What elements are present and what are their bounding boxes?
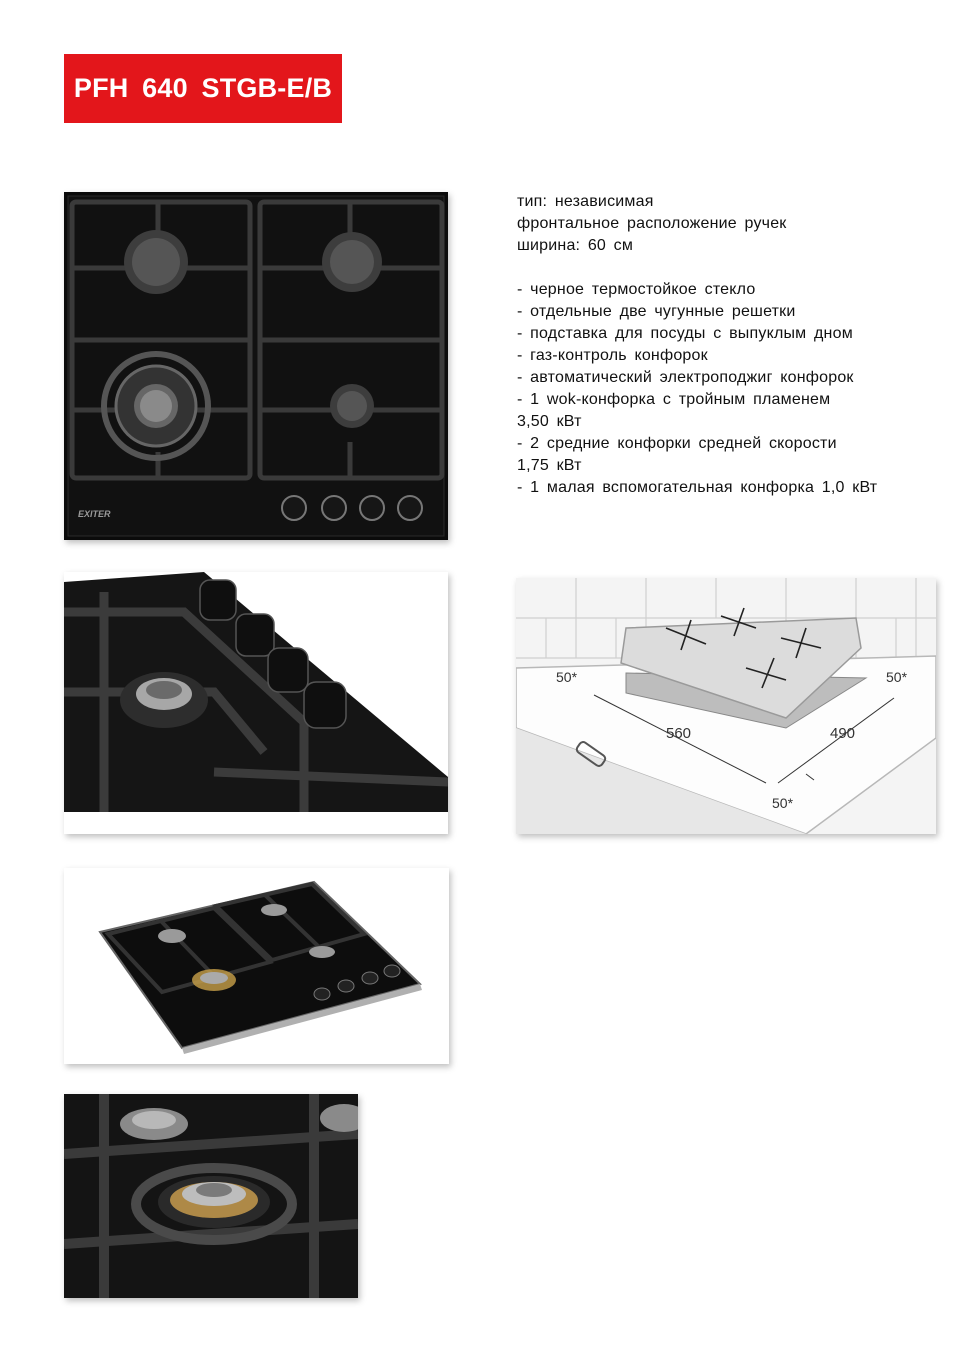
hob-top-view-photo (64, 192, 448, 540)
knobs-closeup-illustration (64, 572, 448, 834)
hob-top-view-illustration (64, 192, 448, 540)
clearance-left-label: 50* (556, 669, 578, 685)
spec-type: тип: независимая (517, 193, 654, 210)
feature-item: - 1 wok-конфорка с тройным пламенем (517, 391, 831, 408)
feature-item-continued: 3,50 кВт (517, 413, 582, 430)
hob-angled-view-photo (64, 868, 449, 1064)
angled-view-illustration (64, 868, 449, 1064)
clearance-right-label: 50* (886, 669, 908, 685)
feature-item: - отдельные две чугунные решетки (517, 303, 796, 320)
cutout-width-label: 560 (666, 725, 692, 742)
feature-item: - черное термостойкое стекло (517, 281, 756, 298)
feature-item: - 2 средние конфорки средней скорости (517, 435, 837, 452)
clearance-front-label: 50* (772, 795, 794, 811)
cutout-depth-label: 490 (830, 725, 856, 742)
feature-item: - газ-контроль конфорок (517, 347, 708, 364)
spec-list (517, 191, 957, 499)
model-title: PFH 640 STGB-E/B (73, 73, 333, 103)
feature-item-continued: 1,75 кВт (517, 457, 582, 474)
wok-burner-closeup-photo (64, 1094, 358, 1298)
wok-burner-illustration (64, 1094, 358, 1298)
feature-item: - подставка для посуды с выпуклым дном (517, 325, 853, 342)
hob-knobs-closeup-photo (64, 572, 448, 834)
installation-diagram-illustration (516, 578, 936, 834)
brand-logo: EXITER (78, 509, 111, 519)
feature-item: - автоматический электроподжиг конфорок (517, 369, 854, 386)
installation-diagram (516, 578, 936, 834)
feature-item: - 1 малая вспомогательная конфорка 1,0 кВт (517, 479, 878, 496)
spec-controls: фронтальное расположение ручек (517, 215, 787, 232)
spec-width: ширина: 60 см (517, 237, 634, 254)
model-title-banner (64, 54, 342, 123)
